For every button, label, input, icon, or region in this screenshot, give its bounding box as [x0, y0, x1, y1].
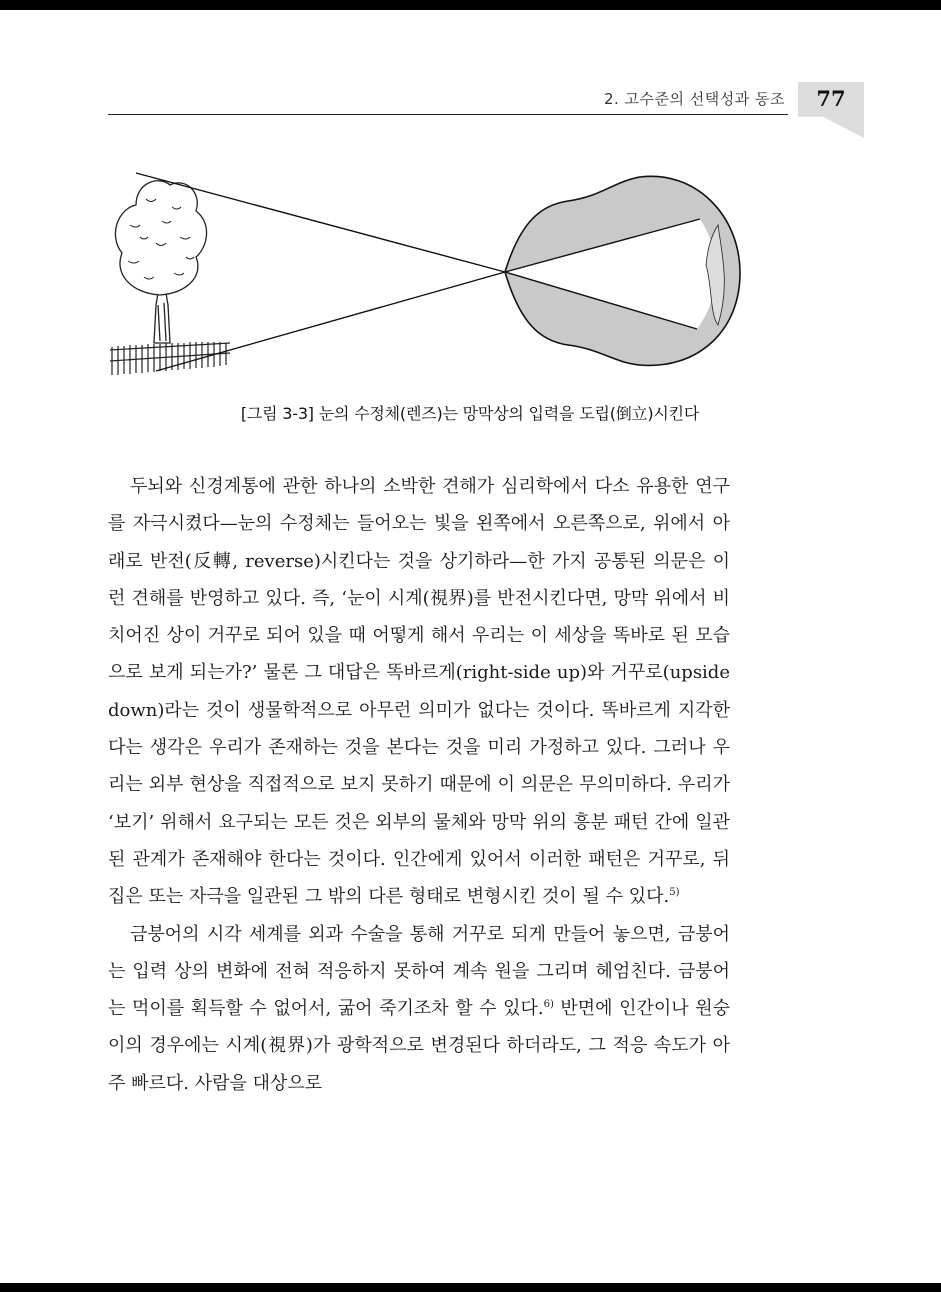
tree-illustration [115, 181, 206, 343]
running-head: 2. 고수준의 선택성과 동조 [603, 90, 785, 108]
paragraph-2-text-b: 반면에 인간이나 원숭이의 경우에는 시계(視界)가 광학적으로 변경된다 하더라도, 그 적응 속도가 아주 빠르다. 사람을 대상으로 [108, 998, 730, 1094]
header-rule [108, 114, 788, 115]
paragraph-1-text: 두뇌와 신경계통에 관한 하나의 소박한 견해가 심리학에서 다소 유용한 연구를 자극시켰다—눈의 수정체는 들어오는 빛을 왼쪽에서 오른쪽으로, 위에서 아래로 반전(反轉, reverse)시킨다는 것을 상기하라—한 가지 공통된 의문은 이런 견해를 반영하고 있다. 즉, ‘눈이 시계(視界)를 반전시킨다면, 망막 위에서 비치어진 상이 거꾸로 되어 있을 때 어떻게 해서 우리는 이 세상을 똑바로 된 모습으로 보게 되는가?’ 물론 그 대답은 똑바르게(right-side up)와 거꾸로(upside down)라는 것이 생물학적으로 아무런 의미가 없다는 것이다. 똑바르게 지각한다는 생각은 우리가 존재하는 것을 본다는 것을 미리 가정하고 있다. 그러나 우리는 외부 현상을 직접적으로 보지 못하기 때문에 이 의문은 무의미하다. 우리가 ‘보기’ 위해서 요구되는 모든 것은 외부의 물체와 망막 위의 흥분 패턴 간에 일관된 관계가 존재해야 한다는 것이다. 인간에게 있어서 이러한 패턴은 거꾸로, 뒤집은 또는 자극을 일관된 그 밖의 다른 형태로 변형시킨 것이 될 수 있다. [108, 476, 730, 908]
footnote-ref-6: 6) [543, 999, 554, 1011]
fence-illustration [110, 342, 230, 375]
page-number: 77 [816, 86, 846, 111]
eye-lens-inversion-figure [100, 165, 840, 385]
bottom-border [0, 1283, 941, 1292]
top-border [0, 0, 941, 10]
footnote-ref-5: 5) [669, 887, 680, 899]
figure-caption: [그림 3-3] 눈의 수정체(렌즈)는 망막상의 입력을 도립(倒立)시킨다 [240, 404, 700, 423]
paragraph-1 [108, 468, 730, 916]
paragraph-2 [108, 916, 730, 1102]
paragraph-2-text-a: 금붕어의 시각 세계를 외과 수술을 통해 거꾸로 되게 만들어 놓으면, 금붕어는 입력 상의 변화에 전혀 적응하지 못하여 계속 원을 그리며 헤엄친다. 금붕어는 먹이를 획득할 수 없어서, 굶어 죽기조차 할 수 있다. [108, 923, 730, 1020]
body-text [108, 468, 730, 1102]
eye-illustration [505, 176, 740, 365]
